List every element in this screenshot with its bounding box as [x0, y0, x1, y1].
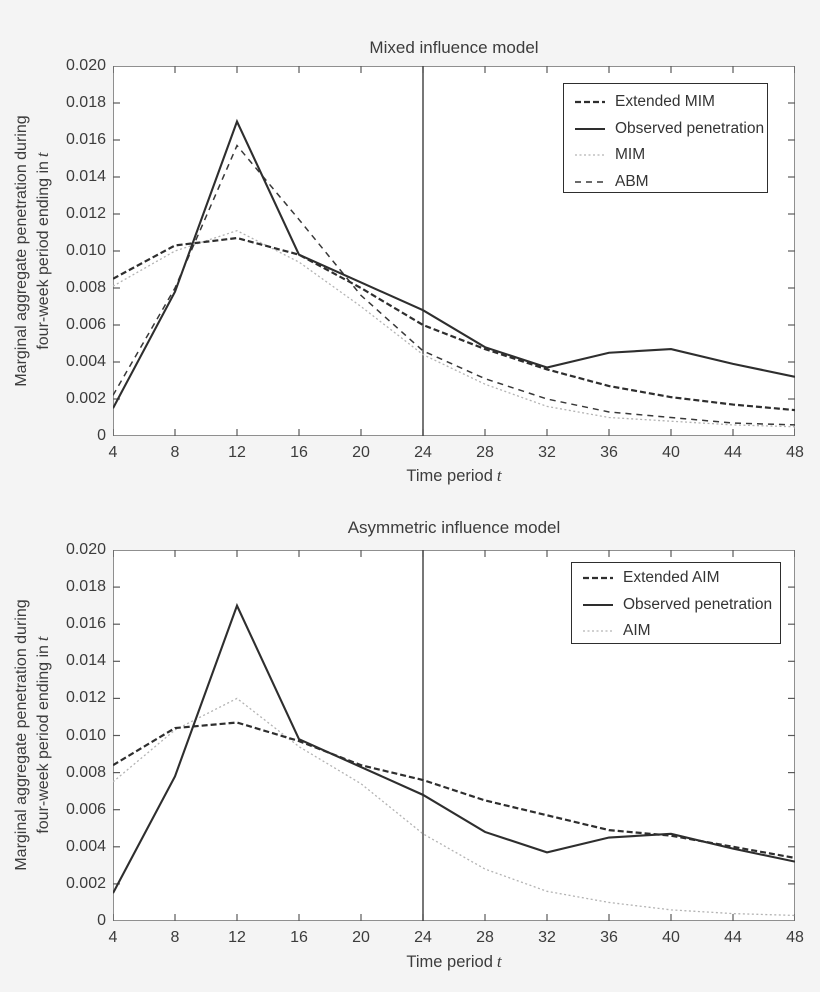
y-axis-label-italic-t: t: [33, 152, 52, 158]
y-axis-label-line2: four-week period ending in: [35, 645, 52, 834]
y-tick-label: 0.006: [65, 800, 106, 818]
y-tick-label: 0: [97, 427, 106, 444]
y-axis-label-line1: Marginal aggregate penetration during: [13, 115, 30, 387]
x-tick-label: 16: [290, 929, 308, 946]
x-tick-label: 12: [228, 444, 246, 461]
x-tick-label: 36: [600, 929, 618, 946]
y-tick-label: 0.008: [65, 279, 106, 296]
y-tick-label: 0.016: [65, 131, 106, 148]
y-tick-label: 0.008: [65, 763, 106, 781]
legend-line-sample-icon: [574, 122, 606, 136]
y-axis-label-italic-t: t: [33, 636, 52, 642]
x-axis-label-mim: Time period t: [406, 466, 502, 485]
y-tick-label: 0.012: [65, 205, 106, 222]
y-tick-label: 0.004: [65, 837, 106, 855]
y-tick-label: 0.010: [65, 242, 106, 259]
legend-item-label: ABM: [615, 172, 649, 190]
y-tick-label: 0.006: [65, 316, 106, 333]
x-tick-label: 24: [414, 444, 432, 461]
y-tick-label: 0.020: [65, 57, 106, 74]
legend-line-sample-icon: [574, 148, 606, 162]
x-tick-label: 20: [352, 444, 370, 461]
legend-line-sample-icon: [582, 598, 614, 612]
legend-item-abm: [564, 169, 767, 196]
y-tick-label: 0.018: [65, 94, 106, 111]
x-tick-label: 12: [228, 929, 246, 946]
x-tick-label: 44: [724, 444, 742, 461]
y-tick-label: 0.014: [65, 652, 106, 670]
legend-line-sample-icon: [582, 624, 614, 638]
legend-item-label: Extended AIM: [623, 569, 720, 587]
legend-item-extended-aim: [572, 565, 780, 592]
x-tick-label: 8: [170, 929, 180, 946]
x-tick-label: 40: [662, 444, 680, 461]
y-tick-label: 0.012: [65, 689, 106, 707]
y-tick-label: 0.004: [65, 353, 106, 370]
legend-line-sample-icon: [574, 175, 606, 189]
x-tick-label: 44: [724, 929, 742, 946]
legend-item-observed-penetration: [572, 592, 780, 619]
legend-item-label: Observed penetration: [615, 119, 765, 137]
y-tick-label: 0.016: [65, 615, 106, 633]
y-axis-label-line1: Marginal aggregate penetration during: [13, 599, 30, 871]
x-tick-label: 8: [170, 444, 180, 461]
x-tick-label: 32: [538, 929, 556, 946]
y-axis-label-line2: four-week period ending in: [35, 161, 52, 350]
x-tick-label: 32: [538, 444, 556, 461]
chart-title-aim: Asymmetric influence model: [347, 518, 561, 537]
legend-item-extended-mim: [564, 89, 767, 116]
x-tick-label: 48: [786, 444, 804, 461]
y-tick-label: 0.020: [65, 541, 106, 558]
x-tick-label: 4: [108, 929, 118, 946]
chart-title-mim: Mixed influence model: [369, 38, 539, 57]
legend-box-aim: [571, 562, 781, 644]
x-axis-label-aim: Time period t: [406, 952, 502, 971]
legend-item-label: Extended MIM: [615, 93, 715, 111]
x-tick-label: 40: [662, 929, 680, 946]
legend-item-mim: [564, 142, 767, 169]
y-tick-label: 0.014: [65, 168, 106, 185]
legend-item-aim: [572, 618, 780, 645]
y-tick-label: 0.010: [65, 726, 106, 744]
x-tick-label: 20: [352, 929, 370, 946]
legend-item-label: MIM: [615, 146, 646, 164]
y-tick-label: 0: [97, 912, 106, 929]
x-tick-label: 24: [414, 929, 432, 946]
x-tick-label: 16: [290, 444, 308, 461]
x-tick-label: 36: [600, 444, 618, 461]
y-tick-label: 0.018: [65, 578, 106, 596]
legend-line-sample-icon: [582, 571, 614, 585]
legend-box-mim: [563, 83, 768, 193]
y-tick-label: 0.002: [65, 390, 106, 407]
legend-item-observed-penetration: [564, 116, 767, 143]
legend-item-label: AIM: [623, 622, 651, 640]
x-tick-label: 4: [108, 444, 118, 461]
x-tick-label: 28: [476, 444, 494, 461]
x-tick-label: 28: [476, 929, 494, 946]
x-tick-label: 48: [786, 929, 804, 946]
legend-line-sample-icon: [574, 95, 606, 109]
legend-item-label: Observed penetration: [623, 595, 773, 613]
y-tick-label: 0.002: [65, 874, 106, 892]
